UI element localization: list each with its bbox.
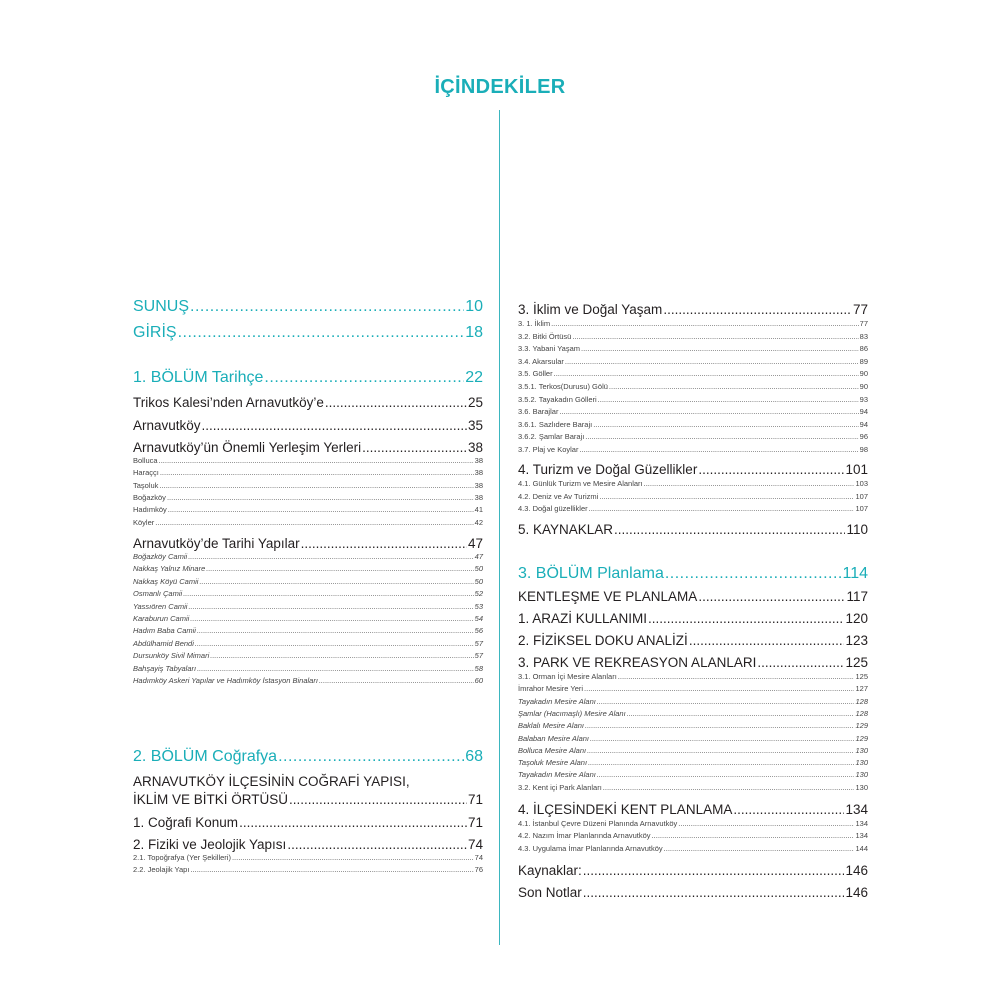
- dot-leader: [589, 504, 855, 513]
- toc-label: Arnavutköy: [133, 418, 201, 433]
- dot-leader: [199, 577, 473, 586]
- toc-subpage: 56: [474, 626, 483, 636]
- dot-leader: [160, 468, 474, 477]
- toc-page: 120: [845, 611, 868, 626]
- toc-subpage: 130: [855, 782, 868, 792]
- toc-subpage: 130: [855, 758, 868, 768]
- page-title: İÇİNDEKİLER: [434, 76, 566, 98]
- toc-page: 125: [845, 655, 868, 670]
- toc-subentry[interactable]: [518, 344, 868, 353]
- toc-page: 101: [845, 462, 868, 477]
- toc-label: 2. FİZİKSEL DOKU ANALİZİ: [518, 633, 688, 648]
- toc-sublabel: 3.2. Kent içi Park Alanları: [518, 782, 602, 792]
- toc-subentry[interactable]: [518, 492, 868, 501]
- dot-leader: [197, 664, 474, 673]
- dot-leader: [232, 853, 474, 862]
- toc-sublabel: Dursunköy Sivil Mimari: [133, 651, 210, 661]
- toc-sublabel: Köyler: [133, 517, 155, 527]
- dot-leader: [587, 746, 854, 755]
- toc-sublabel: Hadımköy Askeri Yapılar ve Hadımköy İstasyon Binaları: [133, 676, 318, 685]
- toc-sublabel: 3.3. Yabani Yaşam: [518, 344, 580, 354]
- dot-leader: [559, 407, 858, 416]
- toc-sublabel: 3.1. Orman İçi Mesire Alanları: [518, 672, 617, 681]
- toc-subentry[interactable]: [518, 445, 868, 454]
- toc-label: GİRİŞ: [133, 324, 177, 341]
- toc-sublabel: 3. 1. İklim: [518, 319, 551, 328]
- toc-entry-kaynaklar[interactable]: [518, 522, 868, 537]
- toc-entry-fiziksel[interactable]: [518, 633, 868, 648]
- toc-subpage: 54: [474, 614, 483, 623]
- toc-sublabel: 4.1. Günlük Turizm ve Mesire Alanları: [518, 479, 643, 488]
- dot-leader: [301, 536, 467, 551]
- toc-entry-sonnotlar[interactable]: [518, 885, 868, 900]
- dot-leader: [190, 614, 473, 623]
- dot-leader: [588, 758, 854, 767]
- dot-leader: [644, 479, 855, 488]
- toc-subpage: 53: [474, 601, 483, 611]
- toc-page: 22: [465, 369, 483, 386]
- toc-subpage: 83: [859, 331, 868, 341]
- dot-leader: [663, 302, 852, 317]
- toc-subentry[interactable]: [518, 357, 868, 366]
- toc-page: 134: [845, 802, 868, 817]
- toc-sublabel: 4.2. Deniz ve Av Turizmi: [518, 491, 599, 501]
- toc-subpage: 86: [859, 344, 868, 354]
- dot-leader: [598, 395, 859, 404]
- toc-entry-tarihi[interactable]: [133, 536, 483, 551]
- dot-leader: [678, 819, 854, 828]
- toc-page: 71: [467, 792, 483, 807]
- toc-subentry[interactable]: [518, 395, 868, 404]
- toc-page: 77: [852, 302, 868, 317]
- toc-entry-iklim-bitki[interactable]: [133, 792, 483, 807]
- toc-sublabel: Abdülhamid Bendi: [133, 638, 194, 648]
- toc-entry-bolum1[interactable]: [133, 369, 483, 387]
- toc-sublabel: 3.5.1. Terkos(Durusu) Gölü: [518, 382, 608, 391]
- toc-subpage: 129: [855, 721, 868, 731]
- toc-subentry[interactable]: [133, 505, 483, 514]
- toc-sublabel: Balaban Mesire Alanı: [518, 733, 590, 743]
- toc-page: 123: [845, 633, 868, 648]
- toc-subpage: 144: [855, 843, 868, 853]
- dot-leader: [167, 493, 474, 502]
- dot-leader: [202, 418, 467, 433]
- toc-label: İKLİM VE BİTKİ ÖRTÜSÜ: [133, 792, 289, 807]
- toc-subentry[interactable]: [518, 420, 868, 429]
- toc-page: 47: [467, 536, 483, 551]
- dot-leader: [698, 462, 844, 477]
- toc-label: 2. BÖLÜM Coğrafya: [133, 748, 278, 765]
- toc-label: 4. Turizm ve Doğal Güzellikler: [518, 462, 698, 477]
- toc-subpage: 107: [855, 504, 868, 514]
- toc-entry-trikos[interactable]: [133, 395, 483, 410]
- dot-leader: [614, 522, 845, 537]
- dot-leader: [585, 721, 854, 730]
- toc-subpage: 125: [855, 672, 868, 681]
- toc-page: 35: [467, 418, 483, 433]
- dot-leader: [278, 748, 464, 766]
- toc-subentry[interactable]: [518, 746, 868, 755]
- toc-sublabel: Tayakadın Mesire Alanı: [518, 696, 596, 706]
- toc-subpage: 94: [859, 407, 868, 417]
- column-divider: [499, 110, 500, 945]
- toc-label: 1. ARAZİ KULLANIMI: [518, 611, 648, 626]
- dot-leader: [585, 432, 858, 441]
- toc-subentry[interactable]: [518, 672, 868, 681]
- toc-page: 18: [465, 324, 483, 341]
- toc-subentry[interactable]: [133, 552, 483, 561]
- toc-subpage: 38: [474, 492, 483, 502]
- toc-label: 5. KAYNAKLAR: [518, 522, 614, 537]
- toc-sublabel: 2.2. Jeolajik Yapı: [133, 865, 190, 875]
- toc-subpage: 90: [859, 382, 868, 391]
- dot-leader: [593, 420, 858, 429]
- toc-sublabel: Taşoluk: [133, 480, 159, 490]
- toc-entry-arazi[interactable]: [518, 611, 868, 626]
- dot-leader: [733, 802, 844, 817]
- toc-entry-arnavutkoy[interactable]: [133, 418, 483, 433]
- toc-page: 74: [467, 837, 483, 852]
- toc-sublabel: Yassıören Camii: [133, 601, 188, 611]
- toc-sublabel: Nakkaş Yalnız Minare: [133, 564, 206, 574]
- toc-label: 2. Fiziki ve Jeolojik Yapısı: [133, 837, 287, 852]
- toc-sublabel: 3.6.1. Sazlıdere Barajı: [518, 419, 593, 429]
- toc-subentry[interactable]: [518, 734, 868, 743]
- toc-label: 3. İklim ve Doğal Yaşam: [518, 302, 663, 317]
- toc-label: 3. BÖLÜM Planlama: [518, 565, 664, 582]
- dot-leader: [757, 655, 844, 670]
- toc-subpage: 42: [474, 517, 483, 527]
- toc-entry-bolum2[interactable]: [133, 748, 483, 766]
- toc-subpage: 50: [474, 564, 483, 574]
- toc-sublabel: İmrahor Mesire Yeri: [518, 684, 584, 694]
- toc-subpage: 38: [474, 480, 483, 490]
- toc-subpage: 38: [474, 456, 483, 465]
- toc-label: 4. İLÇESİNDEKİ KENT PLANLAMA: [518, 802, 733, 817]
- toc-subentry[interactable]: [133, 518, 483, 527]
- toc-page: 68: [465, 748, 483, 765]
- toc-subentry[interactable]: [518, 783, 868, 792]
- dot-leader: [188, 552, 473, 561]
- dot-leader: [197, 626, 474, 635]
- toc-sublabel: Bolluca: [133, 456, 158, 465]
- toc-subentry[interactable]: [133, 481, 483, 490]
- toc-subentry[interactable]: [518, 831, 868, 840]
- toc-subentry[interactable]: [133, 564, 483, 573]
- toc-entry-yerlesim[interactable]: [133, 440, 483, 455]
- toc-sublabel: 3.6.2. Şamlar Barajı: [518, 432, 585, 442]
- toc-subpage: 57: [474, 638, 483, 648]
- toc-entry-kentlesme[interactable]: [518, 589, 868, 604]
- toc-label: SUNUŞ: [133, 298, 190, 315]
- toc-subpage: 60: [474, 676, 483, 685]
- toc-cografi-heading[interactable]: ARNAVUTKÖY İLÇESİNİN COĞRAFİ YAPISI,: [133, 774, 410, 789]
- toc-label: Arnavutköy’de Tarihi Yapılar: [133, 536, 300, 551]
- toc-subpage: 93: [859, 394, 868, 404]
- toc-label: 3. PARK VE REKREASYON ALANLARI: [518, 655, 757, 670]
- dot-leader: [319, 676, 474, 685]
- toc-page: 110: [846, 522, 868, 537]
- dot-leader: [579, 445, 858, 454]
- toc-page: 10: [465, 298, 483, 315]
- toc-subentry[interactable]: [133, 456, 483, 465]
- dot-leader: [195, 639, 474, 648]
- toc-subentry[interactable]: [518, 319, 868, 328]
- dot-leader: [168, 505, 474, 514]
- dot-leader: [590, 734, 854, 743]
- dot-leader: [183, 589, 473, 598]
- toc-subentry[interactable]: [133, 614, 483, 623]
- toc-subentry[interactable]: [518, 819, 868, 828]
- toc-subentry[interactable]: [518, 407, 868, 416]
- toc-entry-giris[interactable]: [133, 324, 483, 342]
- toc-page: 114: [842, 565, 868, 582]
- dot-leader: [599, 492, 854, 501]
- toc-sublabel: 3.7. Plaj ve Koylar: [518, 445, 579, 454]
- dot-leader: [206, 564, 473, 573]
- toc-entry-sunus[interactable]: [133, 298, 483, 316]
- toc-sublabel: 2.1. Topoğrafya (Yer Şekilleri): [133, 853, 231, 862]
- dot-leader: [609, 382, 859, 391]
- toc-subpage: 129: [855, 733, 868, 743]
- dot-leader: [239, 815, 467, 830]
- toc-subentry[interactable]: [133, 865, 483, 874]
- toc-sublabel: Hadımköy: [133, 505, 167, 515]
- toc-sublabel: Boğazköy Camii: [133, 552, 188, 561]
- toc-subpage: 96: [859, 432, 868, 442]
- toc-subpage: 127: [855, 684, 868, 694]
- toc-subentry[interactable]: [518, 382, 868, 391]
- dot-leader: [572, 332, 858, 341]
- dot-leader: [689, 633, 845, 648]
- toc-subentry[interactable]: [518, 504, 868, 513]
- dot-leader: [652, 831, 855, 840]
- toc-subentry[interactable]: [133, 493, 483, 502]
- toc-subpage: 89: [859, 356, 868, 366]
- toc-subentry[interactable]: [518, 332, 868, 341]
- dot-leader: [188, 602, 473, 611]
- toc-subentry[interactable]: [133, 664, 483, 673]
- toc-subentry[interactable]: [518, 844, 868, 853]
- toc-subentry[interactable]: [133, 602, 483, 611]
- toc-subentry[interactable]: [518, 369, 868, 378]
- toc-subentry[interactable]: [133, 651, 483, 660]
- dot-leader: [603, 783, 855, 792]
- dot-leader: [362, 440, 467, 455]
- toc-subpage: 130: [855, 745, 868, 755]
- toc-subentry[interactable]: [518, 479, 868, 488]
- dot-leader: [159, 456, 474, 465]
- toc-page: 25: [467, 395, 483, 410]
- dot-leader: [289, 792, 467, 807]
- toc-subpage: 58: [474, 663, 483, 673]
- toc-subpage: 94: [859, 419, 868, 429]
- toc-label: KENTLEŞME VE PLANLAMA: [518, 589, 698, 604]
- toc-subpage: 50: [474, 576, 483, 586]
- toc-sublabel: Boğazköy: [133, 492, 166, 502]
- dot-leader: [664, 844, 855, 853]
- toc-sublabel: 3.5.2. Tayakadın Gölleri: [518, 394, 597, 404]
- toc-entry-kaynaklar2[interactable]: [518, 863, 868, 878]
- toc-sublabel: Tayakadın Mesire Alanı: [518, 770, 596, 780]
- toc-entry-turizm[interactable]: [518, 462, 868, 477]
- toc-subentry[interactable]: [133, 676, 483, 685]
- dot-leader: [210, 651, 473, 660]
- toc-sublabel: Hadım Baba Camii: [133, 626, 196, 636]
- dot-leader: [264, 369, 464, 387]
- dot-leader: [698, 589, 845, 604]
- toc-sublabel: 4.2. Nazım İmar Planlarında Arnavutköy: [518, 831, 651, 841]
- dot-leader: [190, 865, 473, 874]
- toc-entry-ilce[interactable]: [518, 802, 868, 817]
- toc-label: Arnavutköy’ün Önemli Yerleşim Yerleri: [133, 440, 362, 455]
- toc-sublabel: Bahşayiş Tabyaları: [133, 663, 197, 673]
- dot-leader: [565, 357, 859, 366]
- toc-sublabel: 3.2. Bitki Örtüsü: [518, 331, 572, 341]
- dot-leader: [178, 324, 465, 342]
- toc-entry-iklim[interactable]: [518, 302, 868, 317]
- toc-subpage: 52: [474, 589, 483, 599]
- toc-sublabel: 3.6. Barajlar: [518, 407, 559, 417]
- toc-subentry[interactable]: [518, 432, 868, 441]
- toc-page: 146: [845, 863, 868, 878]
- toc-subpage: 38: [474, 468, 483, 478]
- toc-subpage: 41: [474, 505, 483, 515]
- dot-leader: [554, 369, 859, 378]
- toc-subentry[interactable]: [518, 709, 868, 718]
- toc-sublabel: 4.1. İstanbul Çevre Düzeni Planında Arnavutköy: [518, 819, 678, 828]
- dot-leader: [665, 565, 842, 583]
- toc-sublabel: 3.5. Göller: [518, 369, 553, 379]
- toc-subpage: 128: [855, 708, 868, 718]
- toc-subentry[interactable]: [518, 770, 868, 779]
- dot-leader: [597, 697, 855, 706]
- dot-leader: [584, 684, 854, 693]
- toc-entry-konum[interactable]: [133, 815, 483, 830]
- dot-leader: [583, 885, 845, 900]
- toc-sublabel: Nakkaş Köyü Camii: [133, 576, 199, 586]
- toc-subpage: 47: [474, 552, 483, 561]
- toc-subentry[interactable]: [518, 721, 868, 730]
- toc-label: Trikos Kalesi’nden Arnavutköy’e: [133, 395, 324, 410]
- dot-leader: [190, 298, 464, 316]
- toc-page: 117: [846, 589, 868, 604]
- toc-subpage: 130: [855, 770, 868, 780]
- toc-subentry[interactable]: [133, 853, 483, 862]
- toc-subentry[interactable]: [133, 626, 483, 635]
- dot-leader: [155, 518, 473, 527]
- toc-subentry[interactable]: [133, 468, 483, 477]
- toc-label: 1. Coğrafi Konum: [133, 815, 239, 830]
- toc-subpage: 77: [859, 319, 868, 328]
- dot-leader: [583, 863, 845, 878]
- toc-subentry[interactable]: [133, 639, 483, 648]
- dot-leader: [618, 672, 855, 681]
- toc-subentry[interactable]: [133, 577, 483, 586]
- toc-sublabel: Haraççı: [133, 468, 159, 478]
- toc-subentry[interactable]: [518, 684, 868, 693]
- dot-leader: [648, 611, 844, 626]
- toc-subentry[interactable]: [518, 697, 868, 706]
- toc-page: 146: [845, 885, 868, 900]
- toc-subpage: 90: [859, 369, 868, 379]
- toc-subpage: 74: [474, 853, 483, 862]
- toc-page: 38: [467, 440, 483, 455]
- toc-sublabel: Taşoluk Mesire Alanı: [518, 758, 588, 768]
- toc-entry-bolum3[interactable]: [518, 565, 868, 583]
- dot-leader: [551, 319, 859, 328]
- dot-leader: [581, 344, 859, 353]
- dot-leader: [627, 709, 855, 718]
- toc-subpage: 76: [474, 865, 483, 875]
- toc-page: 71: [467, 815, 483, 830]
- toc-sublabel: Osmanlı Çamii: [133, 589, 183, 599]
- toc-sublabel: Şamlar (Hacımaşlı) Mesire Alanı: [518, 708, 626, 718]
- toc-subentry[interactable]: [133, 589, 483, 598]
- toc-subpage: 107: [855, 491, 868, 501]
- toc-entry-fiziki[interactable]: [133, 837, 483, 852]
- toc-sublabel: 4.3. Uygulama İmar Planlarında Arnavutköy: [518, 843, 663, 853]
- toc-subpage: 134: [855, 819, 868, 828]
- toc-sublabel: 4.3. Doğal güzellikler: [518, 504, 588, 514]
- toc-subpage: 103: [855, 479, 868, 488]
- dot-leader: [325, 395, 467, 410]
- toc-label: 1. BÖLÜM Tarihçe: [133, 369, 264, 386]
- toc-subpage: 98: [859, 445, 868, 454]
- toc-entry-park[interactable]: [518, 655, 868, 670]
- toc-label: Son Notlar: [518, 885, 582, 900]
- dot-leader: [287, 837, 467, 852]
- toc-subentry[interactable]: [518, 758, 868, 767]
- toc-subpage: 57: [474, 651, 483, 661]
- toc-sublabel: Bolluca Mesire Alanı: [518, 745, 587, 755]
- dot-leader: [159, 481, 473, 490]
- toc-subpage: 134: [855, 831, 868, 841]
- toc-sublabel: Baklalı Mesire Alanı: [518, 721, 584, 731]
- toc-label: Kaynaklar:: [518, 863, 582, 878]
- toc-sublabel: 3.4. Akarsular: [518, 356, 564, 366]
- toc-subpage: 128: [855, 696, 868, 706]
- toc-sublabel: Karaburun Camii: [133, 614, 190, 623]
- dot-leader: [597, 770, 855, 779]
